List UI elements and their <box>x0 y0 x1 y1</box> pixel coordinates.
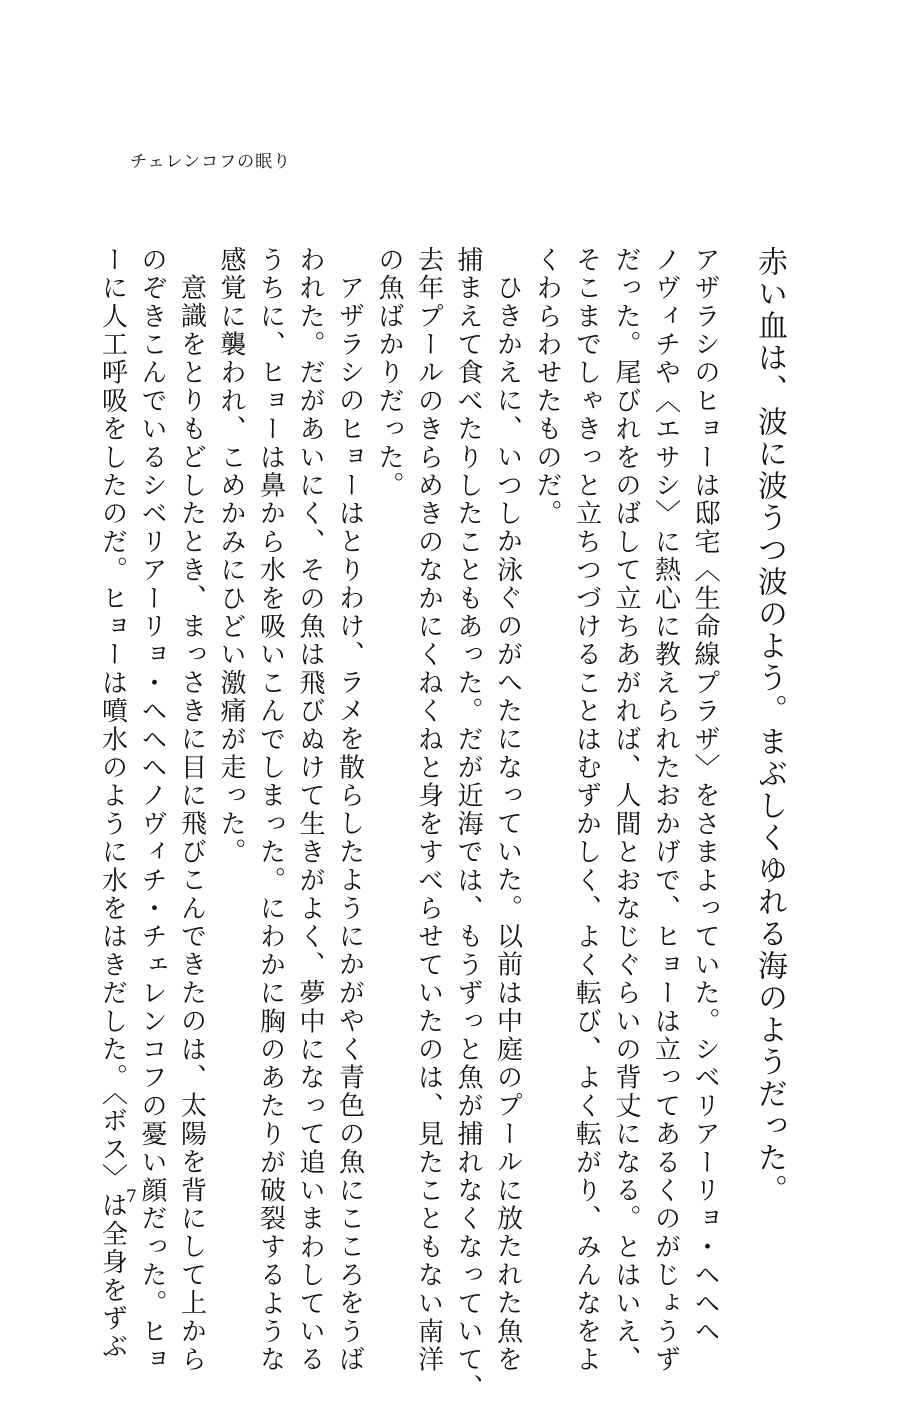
text-column: アザラシのヒョーはとりわけ、ラメを散らしたようにかがやく青色の魚にこころをうば <box>334 274 365 1374</box>
text-column: のぞきこんでいるシベリアーリョ・ヘヘヘノヴィチ・チェレンコフの憂い顔だった。ヒョ <box>137 246 167 1374</box>
text-column: の魚ばかりだった。 <box>374 246 404 500</box>
text-column: 捕まえて食べたりしたこともあった。だが近海では、もうずっと魚が捕れなくなっていて、 <box>453 246 483 1402</box>
text-column: そこまでしゃきっと立ちつづけることはむずかしく、よく転び、よく転がり、みんなをよ <box>571 246 602 1374</box>
text-column: ーに人工呼吸をしたのだ。ヒョーは噴水のように水をはきだした。〈ボス〉は全身をずぶ <box>97 246 128 1361</box>
text-column: アザラシのヒョーは邸宅〈生命線プラザ〉をさまよっていた。シベリアーリョ・ヘヘヘ <box>690 246 720 1346</box>
text-column: われた。だがあいにく、その魚は飛びぬけて生きがよく、夢中になって追いまわしている <box>295 246 325 1374</box>
page-number: 7 <box>126 1187 137 1207</box>
text-column: 感覚に襲われ、こめかみにひどい激痛が走った。 <box>216 246 246 867</box>
text-column: 意識をとりもどしたとき、まっさきに目に飛びこんできたのは、太陽を背にして上から <box>176 274 207 1374</box>
text-column: くわらわせたものだ。 <box>532 246 562 528</box>
text-column: ひきかえに、いつしか泳ぐのがへたになっていた。以前は中庭のプールに放たれた魚を <box>492 274 523 1374</box>
text-column: だった。尾びれをのばして立ちあがれば、人間とおなじぐらいの背丈になる。とはいえ、 <box>611 246 641 1374</box>
text-column: ノヴィチや〈エサシ〉に熱心に教えられたおかげで、ヒョーは立ってあるくのがじょうず <box>650 246 681 1374</box>
running-head: チェレンコフの眠り <box>130 152 292 172</box>
paragraph-gap <box>724 246 736 1146</box>
text-column: うちに、ヒョーは鼻から水を吸いこんでしまった。にわかに胸のあたりが破裂するような <box>255 246 286 1374</box>
opening-line: 赤い血は、波に波うつ波のよう。まぶしくゆれる海のようだった。 <box>752 246 787 1206</box>
body-text <box>92 246 802 1402</box>
text-column: 去年プールのきらめきのなかにくねくねと身をすべらせていたのは、見たこともない南洋 <box>413 246 444 1374</box>
